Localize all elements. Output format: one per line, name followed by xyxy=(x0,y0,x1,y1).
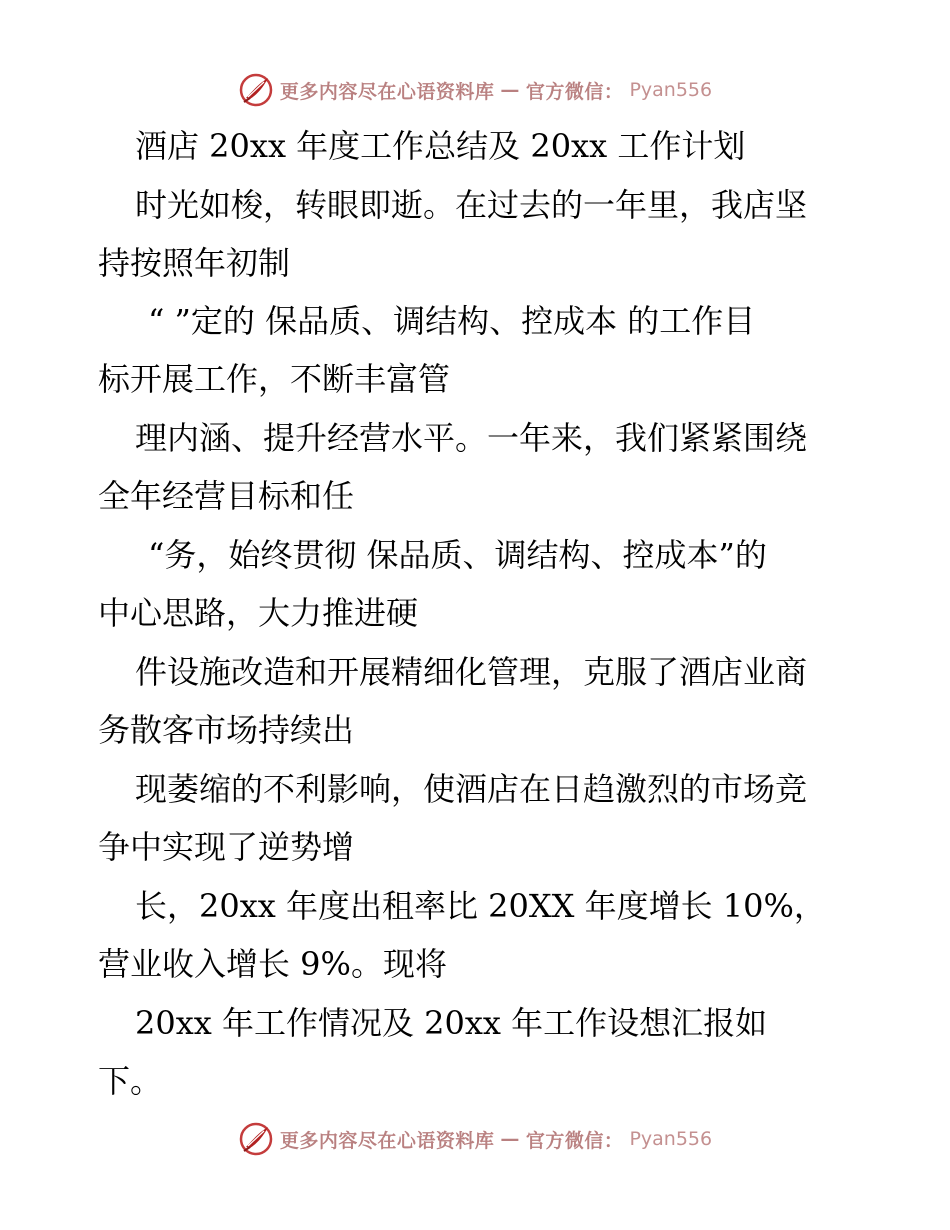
banner-wechat-id: Pyan556 xyxy=(629,1128,713,1150)
body-line: 全年经营目标和任 xyxy=(98,477,355,515)
body-line: 理内涵、提升经营水平。一年来，我们紧紧围绕 xyxy=(135,419,808,457)
body-line: 务散客市场持续出 xyxy=(98,711,355,749)
body-line: 标开展工作，不断丰富管 xyxy=(98,360,451,398)
body-line: 时光如梭，转眼即逝。在过去的一年里，我店坚 xyxy=(135,186,808,224)
body-line: 下。 xyxy=(98,1062,163,1100)
banner-wechat-label: 官方微信： xyxy=(525,1129,624,1152)
body-line: 长，20xx 年度出租率比 20XX 年度增长 10%， xyxy=(135,887,826,925)
body-line: 持按照年初制 xyxy=(98,244,291,282)
banner-site-name: 更多内容尽在心语资料库 xyxy=(279,80,495,103)
banner-wechat-label: 官方微信： xyxy=(525,80,624,103)
body-line: “ ”定的 保品质、调结构、控成本 的工作目 xyxy=(148,302,756,340)
footer-banner[interactable] xyxy=(0,1119,950,1159)
body-line: 件设施改造和开展精细化管理，克服了酒店业商 xyxy=(135,653,808,691)
body-line: 争中实现了逆势增 xyxy=(98,828,355,866)
banner-dash: — xyxy=(500,1128,520,1150)
banner-dash: — xyxy=(500,79,520,101)
feather-pen-logo-icon xyxy=(238,72,274,108)
feather-pen-logo-icon xyxy=(238,1121,274,1157)
body-line: 20xx 年工作情况及 20xx 年工作设想汇报如 xyxy=(135,1004,768,1042)
body-line: “务，始终贯彻 保品质、调结构、控成本”的 xyxy=(148,536,767,574)
banner-site-name: 更多内容尽在心语资料库 xyxy=(279,1129,495,1152)
body-line: 现萎缩的不利影响，使酒店在日趋激烈的市场竞 xyxy=(135,770,808,808)
document-title: 酒店 20xx 年度工作总结及 20xx 工作计划 xyxy=(135,127,746,165)
body-line: 营业收入增长 9%。现将 xyxy=(98,945,447,983)
banner-wechat-id: Pyan556 xyxy=(629,79,713,101)
body-line: 中心思路，大力推进硬 xyxy=(98,594,419,632)
header-banner[interactable] xyxy=(0,70,950,110)
